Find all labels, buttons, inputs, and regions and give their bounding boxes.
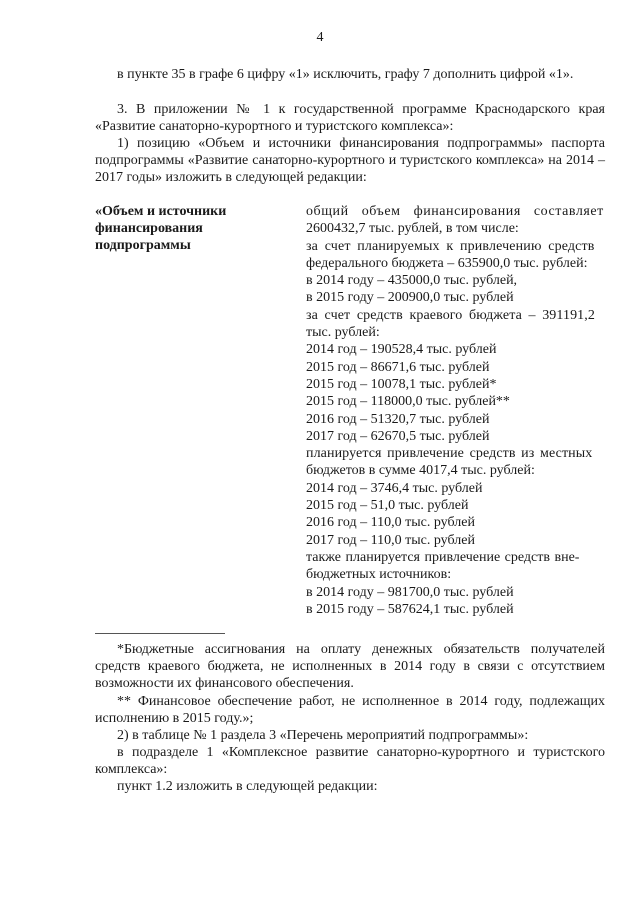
paragraph-item-1-2: пункт 1.2 изложить в следующей редакции: <box>117 779 378 794</box>
federal-year: в 2014 году – 435000,0 тыс. рублей, <box>306 273 518 289</box>
regional-year: 2015 год – 118000,0 тыс. рублей** <box>306 394 510 410</box>
federal-line1: за счет планируемых к привлечению средств <box>306 238 595 254</box>
extrabudget-line1: также планируется привлечение средств вне- <box>306 549 580 565</box>
paragraph-position-1: 1) позицию «Объем и источники финансирования подпрограммы» паспорта подпрограммы «Развитие санаторно-курортного и туристского комплекса» на 2014 – 2017 годы» изложить в следующей редакции: <box>95 136 605 185</box>
regional-year: 2015 год – 10078,1 тыс. рублей* <box>306 376 497 392</box>
extrabudget-year: в 2014 году – 981700,0 тыс. рублей <box>306 584 514 600</box>
local-year: 2017 год – 110,0 тыс. рублей <box>306 532 475 548</box>
passport-label-line: подпрограммы <box>95 238 191 253</box>
regional-year: 2015 год – 86671,6 тыс. рублей <box>306 359 490 375</box>
paragraph-item-35: в пункте 35 в графе 6 цифру «1» исключить, графу 7 дополнить цифрой «1». <box>117 67 574 82</box>
regional-year: 2017 год – 62670,5 тыс. рублей <box>306 428 490 444</box>
regional-year: 2016 год – 51320,7 тыс. рублей <box>306 411 490 427</box>
passport-label-line: финансирования <box>95 221 203 236</box>
total-funding-line1-text: общий объем финансирования составляет <box>306 204 604 219</box>
local-line2: бюджетов в сумме 4017,4 тыс. рублей: <box>306 463 535 479</box>
federal-line2: федерального бюджета – 635900,0 тыс. рублей: <box>306 255 588 271</box>
regional-year: 2014 год – 190528,4 тыс. рублей <box>306 342 497 358</box>
total-funding-line2: 2600432,7 тыс. рублей, в том числе: <box>306 221 519 237</box>
local-year: 2014 год – 3746,4 тыс. рублей <box>306 480 483 496</box>
regional-line1: за счет средств краевого бюджета – 391191,2 <box>306 307 595 323</box>
passport-label <box>95 203 285 254</box>
passport-label-line: «Объем и источники <box>95 204 227 219</box>
footnote-divider <box>95 633 225 634</box>
paragraph-appendix-1: 3. В приложении № 1 к государственной программе Краснодарского края «Развитие санаторно-курортного и туристского комплекса»: <box>95 102 605 134</box>
federal-year: в 2015 году – 200900,0 тыс. рублей <box>306 290 514 306</box>
total-funding-line1 <box>306 203 602 220</box>
page-number: 4 <box>316 30 324 45</box>
extrabudget-year: в 2015 году – 587624,1 тыс. рублей <box>306 601 514 617</box>
local-line1: планируется привлечение средств из местных <box>306 446 593 462</box>
regional-line2: тыс. рублей: <box>306 325 380 341</box>
paragraph-subsection-1: в подразделе 1 «Комплексное развитие санаторно-курортного и туристского комплекса»: <box>95 745 605 777</box>
local-year: 2016 год – 110,0 тыс. рублей <box>306 515 475 531</box>
local-year: 2015 год – 51,0 тыс. рублей <box>306 498 469 514</box>
paragraph-table-1: 2) в таблице № 1 раздела 3 «Перечень мероприятий подпрограммы»: <box>117 728 529 743</box>
passport-funding-text <box>306 203 602 618</box>
footnote-1: *Бюджетные ассигнования на оплату денежных обязательств получателей средств краевого бюджета, не исполненных в 2014 году в связи с отсутствием возможности их финансового обеспечения. <box>95 642 605 691</box>
extrabudget-line2: бюджетных источников: <box>306 567 452 583</box>
footnote-2: ** Финансовое обеспечение работ, не исполненное в 2014 году, подлежащих исполнению в 2015 году.»; <box>95 694 605 726</box>
